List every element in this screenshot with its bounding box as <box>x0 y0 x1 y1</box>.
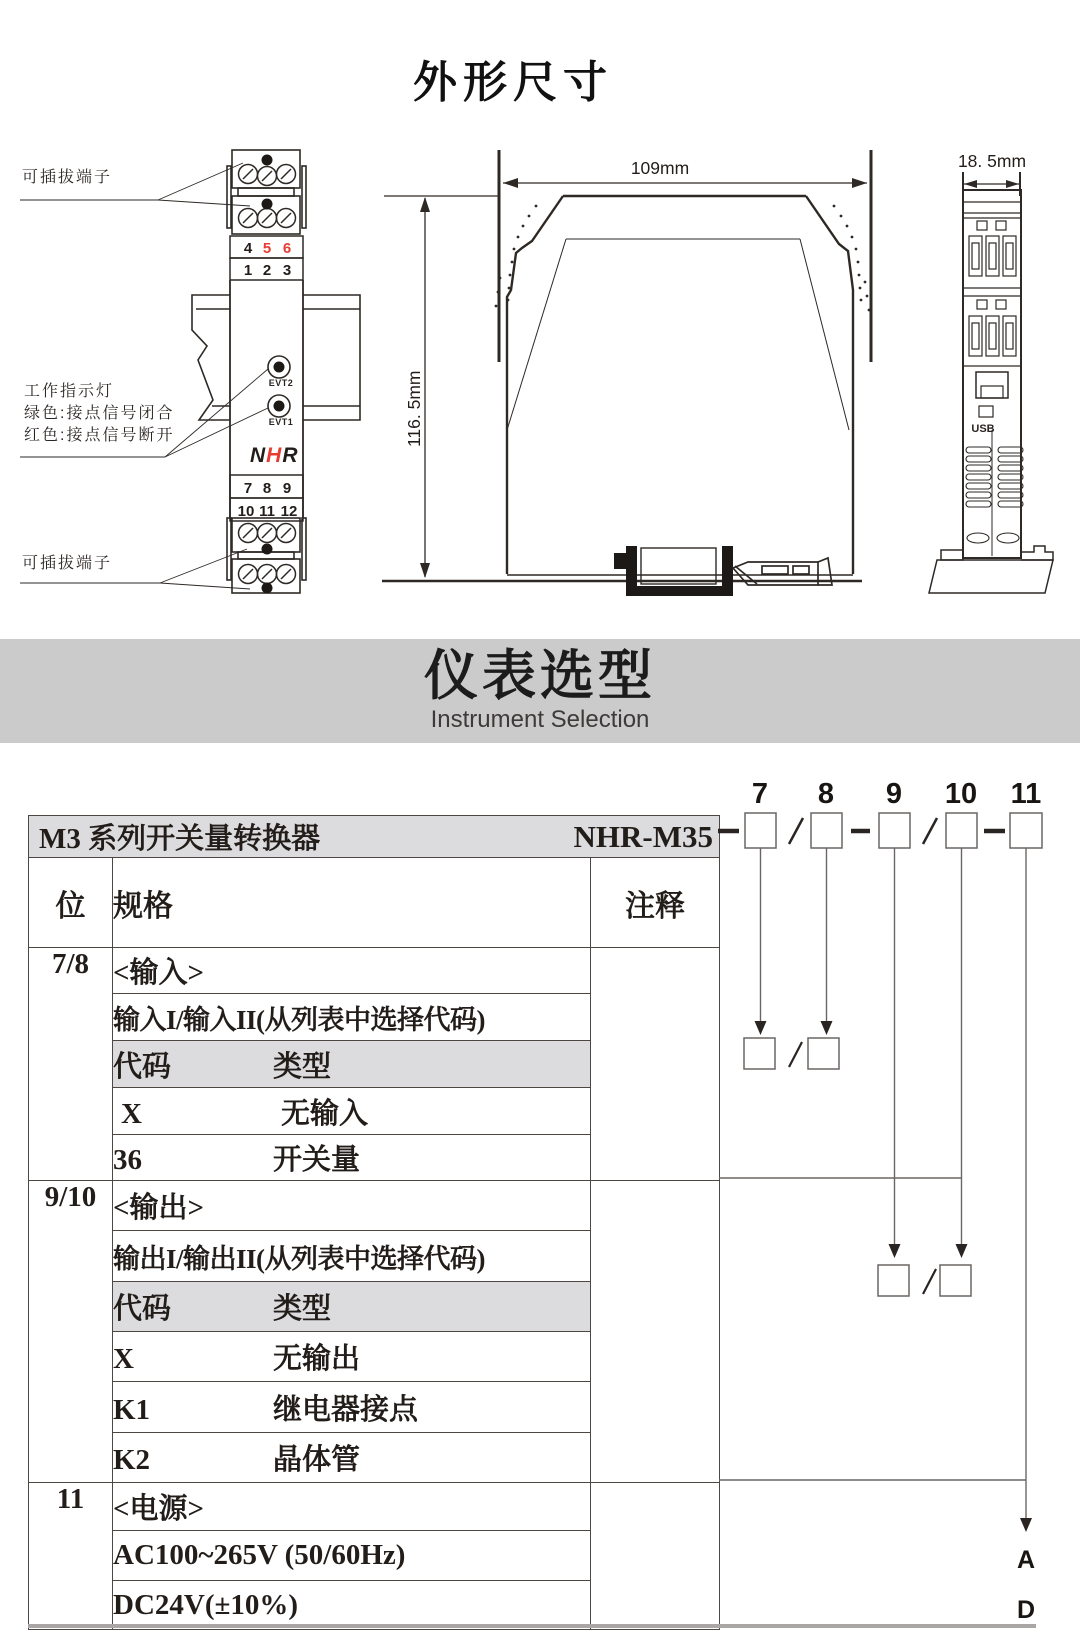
code-box-9 <box>879 813 910 848</box>
terminal-point-top-2 <box>262 199 273 210</box>
terminal-4: 4 <box>243 240 253 257</box>
power-code-a: A <box>1016 1546 1036 1574</box>
top-terminal-block <box>227 150 306 234</box>
end-body-details <box>963 202 1021 556</box>
terminal-7: 7 <box>243 480 253 497</box>
callout-pluggable-top <box>20 163 250 206</box>
terminal-point-bottom-2 <box>262 583 273 594</box>
code-box-10 <box>946 813 977 848</box>
output-code-pair <box>878 1265 971 1296</box>
code-box-11 <box>1010 813 1042 848</box>
terminal-3: 3 <box>282 262 292 279</box>
svg-text:工作指示灯: 工作指示灯 <box>24 383 115 400</box>
svg-text:红色:接点信号断开: 红色:接点信号断开 <box>24 427 175 444</box>
code-separators <box>718 818 1005 844</box>
output-option-x: X 无输出 <box>113 1332 591 1382</box>
terminal-9: 9 <box>282 480 292 497</box>
code-connectors <box>719 848 1026 1518</box>
code-position-7: 7 <box>751 778 769 810</box>
bottom-terminal-block <box>227 518 306 594</box>
side-body-outline <box>507 196 853 575</box>
instrument-selection <box>28 815 720 1630</box>
terminal-12: 12 <box>280 503 298 520</box>
side-view-drawing <box>382 150 871 596</box>
terminal-11: 11 <box>259 503 275 520</box>
banner-title: 仪表选型 <box>424 646 656 707</box>
type-col-label: 类型 <box>273 1050 332 1083</box>
note-cell-power <box>591 1483 720 1630</box>
input-code-type-header <box>113 1041 591 1088</box>
power-option-ac: AC100~265V (50/60Hz) <box>113 1531 591 1581</box>
output-subheader: 输出I/输出II(从列表中选择代码) <box>113 1231 591 1282</box>
dimension-109mm <box>499 150 871 362</box>
input-code-pair <box>744 1038 839 1069</box>
banner-subtitle: Instrument Selection <box>430 705 650 733</box>
input-subheader: 输入I/输入II(从列表中选择代码) <box>113 994 591 1041</box>
product-line: M3 系列开关量转换器 <box>39 823 321 855</box>
input-option-36: 36 开关量 <box>113 1135 591 1181</box>
note-cell-input <box>591 948 720 1181</box>
side-body-inner-line <box>507 239 849 430</box>
model-code: NHR-M35 <box>573 818 714 854</box>
outline-dimension-drawings <box>0 0 1080 612</box>
output-code-type-header: 代码 类型 <box>113 1282 591 1332</box>
page-title: 外形尺寸 <box>413 58 613 107</box>
code-position-9: 9 <box>885 778 903 810</box>
svg-text:可插拔端子: 可插拔端子 <box>22 555 113 572</box>
end-rail-foot <box>929 546 1053 593</box>
power-option-dc: DC24V(±10%) <box>113 1581 591 1630</box>
selection-table <box>28 815 720 1630</box>
terminal-5: 5 <box>262 240 272 257</box>
dimension-116-5mm <box>384 196 500 578</box>
output-section-header: <输出> <box>113 1181 591 1231</box>
led-evt2-label: EVT2 <box>268 378 294 388</box>
power-section-header: <电源> <box>113 1483 591 1531</box>
note-cell-output <box>591 1181 720 1483</box>
position-7-8: 7/8 <box>29 948 113 1181</box>
code-position-10: 10 <box>944 778 978 810</box>
position-9-10: 9/10 <box>29 1181 113 1483</box>
power-code-d: D <box>1016 1596 1036 1624</box>
output-option-k1: K1 继电器接点 <box>113 1382 591 1433</box>
led-evt1 <box>274 401 285 412</box>
led-evt2 <box>274 362 285 373</box>
status-leds <box>268 356 293 427</box>
input-option-x: X 无输入 <box>113 1088 591 1135</box>
usb-port-label: USB <box>971 423 995 435</box>
code-arrowheads <box>755 1021 1033 1532</box>
svg-text:绿色:接点信号闭合: 绿色:接点信号闭合 <box>24 405 175 422</box>
code-boxes <box>745 813 1042 848</box>
position-11: 11 <box>29 1483 113 1630</box>
code-box-7 <box>745 813 776 848</box>
svg-text:可插拔端子: 可插拔端子 <box>22 169 113 186</box>
terminal-6: 6 <box>282 240 292 257</box>
input-section-header: <输入> <box>113 948 591 994</box>
height-dim-label: 116. 5mm <box>404 370 424 447</box>
end-view-drawing <box>929 151 1053 593</box>
col-header-spec: 规格 <box>113 858 591 948</box>
code-col-label: 代码 <box>113 1050 172 1083</box>
output-option-k2: K2 晶体管 <box>113 1433 591 1483</box>
terminal-8: 8 <box>262 480 272 497</box>
code-position-8: 8 <box>817 778 835 810</box>
terminal-1: 1 <box>243 262 253 279</box>
width-dim-label: 109mm <box>630 158 690 178</box>
terminal-2: 2 <box>262 262 272 279</box>
din-clip <box>614 546 832 596</box>
end-width-dim-label: 18. 5mm <box>957 151 1027 171</box>
din-rail-plates <box>192 295 360 420</box>
col-header-position: 位 <box>29 858 113 948</box>
code-box-8 <box>811 813 842 848</box>
terminal-10: 10 <box>237 503 255 520</box>
terminal-point-top-1 <box>262 155 273 166</box>
col-header-note: 注释 <box>591 858 720 948</box>
front-view-drawing <box>20 150 360 594</box>
table-title-bar <box>29 816 720 858</box>
vent-slots <box>966 447 1023 543</box>
nhr-logo: NHR <box>250 444 299 467</box>
terminal-point-bottom-1 <box>262 544 273 555</box>
callout-pluggable-bottom <box>20 549 250 589</box>
code-position-11: 11 <box>1010 778 1042 810</box>
terminal-numbers-top <box>230 236 303 280</box>
code-position-numbers <box>752 778 1041 810</box>
section-banner <box>0 639 1080 743</box>
terminal-numbers-bottom <box>230 475 303 521</box>
led-evt1-label: EVT1 <box>268 417 294 427</box>
